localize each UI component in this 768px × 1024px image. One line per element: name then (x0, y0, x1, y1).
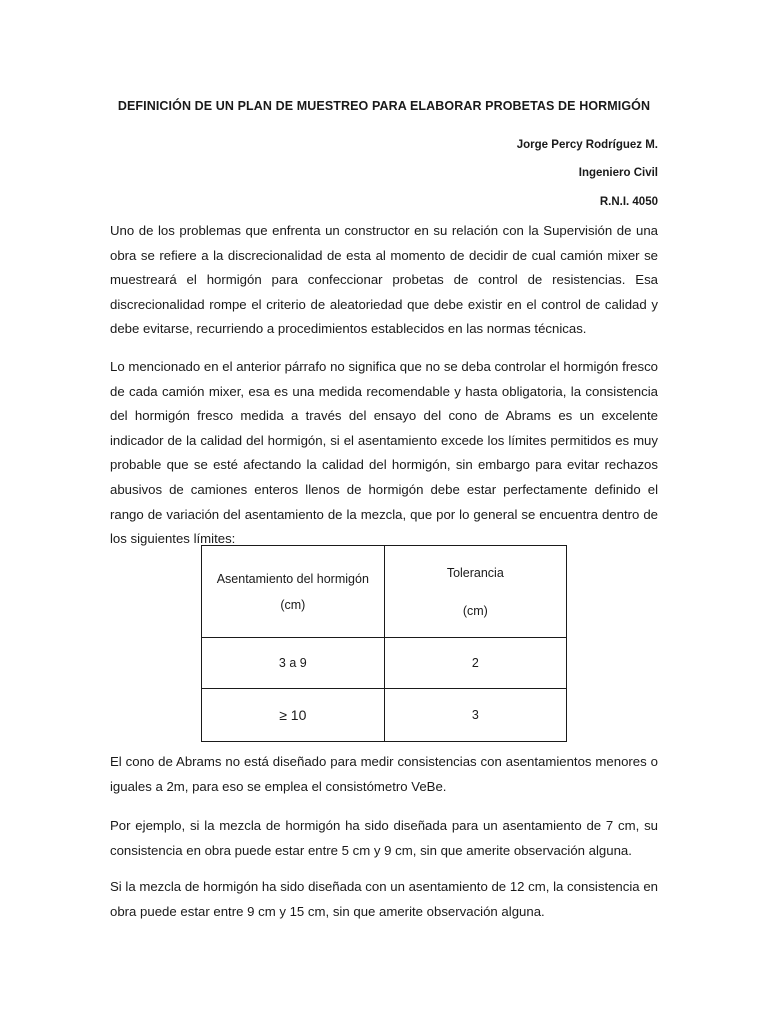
table-header-row (202, 546, 567, 638)
table-row (202, 689, 567, 742)
author-role: Ingeniero Civil (578, 167, 658, 179)
header-tolerancia-unit: (cm) (462, 603, 488, 618)
table-row (202, 638, 567, 689)
author-name: Jorge Percy Rodríguez M. (516, 139, 658, 151)
paragraph-4: Por ejemplo, si la mezcla de hormigón ha sido diseñada para un asentamiento de 7 cm, su consistencia en obra puede estar entre 5 cm y 9 cm, sin que amerite observación alguna. (110, 818, 658, 858)
table-cell-tolerancia: 3 (384, 689, 566, 742)
paragraph-5: Si la mezcla de hormigón ha sido diseñada con un asentamiento de 12 cm, la consistencia en obra puede estar entre 9 cm y 15 cm, sin que amerite observación alguna. (110, 879, 658, 919)
header-asentamiento-label: Asentamiento del hormigón (216, 571, 369, 586)
paragraph-3: El cono de Abrams no está diseñado para medir consistencias con asentamientos menores o iguales a 2m, para eso se emplea el consistómetro VeBe. (110, 754, 658, 794)
table-header-asentamiento (202, 546, 385, 638)
paragraph-1: Uno de los problemas que enfrenta un constructor en su relación con la Supervisión de una obra se refiere a la discrecionalidad de esta al momento de decidir de cual camión mixer se muestreará el hormigón para confeccionar probetas de control de resistencias. Esa discrecionalidad rompe el criterio de aleatoriedad que debe existir en el control de calidad y debe evitarse, recurriendo a procedimientos establecidos en las normas técnicas. (110, 223, 658, 337)
table-cell-tolerancia: 2 (384, 638, 566, 689)
table-cell-asentamiento: 3 a 9 (202, 638, 385, 689)
table-header-tolerancia (384, 546, 566, 638)
header-asentamiento-unit: (cm) (280, 597, 306, 612)
document-title: DEFINICIÓN DE UN PLAN DE MUESTREO PARA ELABORAR PROBETAS DE HORMIGÓN (117, 99, 651, 113)
author-rni: R.N.I. 4050 (599, 196, 658, 208)
paragraph-2: Lo mencionado en el anterior párrafo no significa que no se deba controlar el hormigón fresco de cada camión mixer, esa es una medida recomendable y hasta obligatoria, la consistencia del hormigón fresco medida a través del ensayo del cono de Abrams es un excelente indicador de la calidad del hormigón, si el asentamiento excede los límites permitidos es muy probable que se esté afectando la calidad del hormigón, sin embargo para evitar rechazos abusivos de camiones enteros llenos de hormigón debe estar perfectamente definido el rango de variación del asentamiento de la mezcla, que por lo general se encuentra dentro de los siguientes límites: (110, 359, 658, 547)
tolerance-table (201, 545, 567, 742)
table-cell-asentamiento: ≥ 10 (202, 689, 385, 742)
header-tolerancia-label: Tolerancia (446, 565, 504, 580)
